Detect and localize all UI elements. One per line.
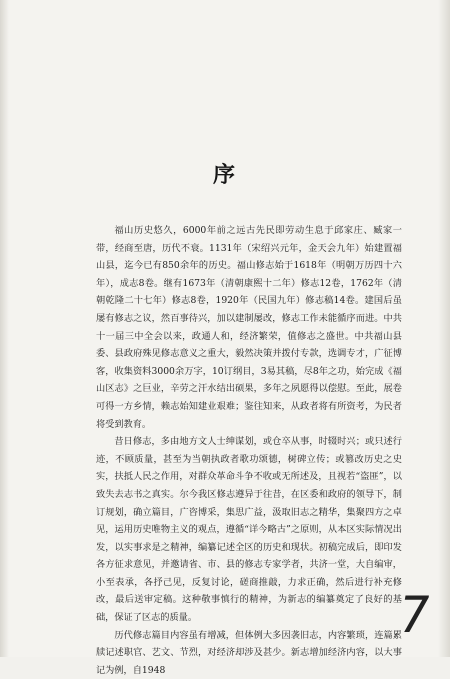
scan-shadow-left — [0, 0, 9, 657]
scan-shadow-right — [438, 0, 450, 657]
preface-body — [96, 222, 402, 679]
paragraph-3: 历代修志篇目内容虽有增减，但体例大多因袭旧志，内容繁琐，连篇累牍记述职官、艺文、节烈，对经济却涉及甚少。新志增加经济内容，以大事记为例，自1948 — [96, 629, 402, 676]
paragraph-2: 昔日修志，多由地方文人士绅谋划，或仓卒从事，时辍时兴；或只述行迹，不顾质量，甚至为当朝执政者歌功颂德，树碑立传；或篡改历史之史实，扶抵人民之作用，对群众革命斗争不收或无所述及，且视若“盗匪”，以致失去志书之真实。尔今我区修志遵异于往昔，在区委和政府的领导下，制订规划，确立篇目，广咨博采，集思广益，汲取旧志之精华，集聚四方之卓见，运用历史唯物主义的观点，遵循“详今略古”之原则，从本区实际情况出发，以实事求是之精神，编纂记述全区的历史和现状。初稿完成后，即印发各方征求意见，并邀请省、市、县的修志专家学者，共济一堂，大自编审，小至表承，各抒己见，反复讨论，磋商推敲，力求正确，然后进行补充修改，最后送审定稿。这种敬事慎行的精神，为新志的编纂奠定了良好的基础，保证了区志的质量。 — [96, 436, 402, 624]
page-title: 序 — [212, 162, 237, 188]
paragraph-1: 福山历史悠久，6000年前之远古先民即劳动生息于邱家庄、臧家一带，经商至唐，历代不衰。1131年（宋绍兴元年，金天会九年）始建置福山县，迄今已有850余年的历史。福山修志始于1618年（明朝万历四十六年），成志8卷。继有1673年（清朝康熙十二年）修志12卷，1762年（清朝乾隆二十七年）修志8卷，1920年（民国九年）修志稿14卷。建国后虽屡有修志之议，然百事待兴，加以建制屡改，修志工作未能循序而进。中共十一届三中全会以来，政通人和，经济繁荣，值修志之盛世。中共福山县委、县政府殊见修志意义之重大，毅然决策并拨付专款，选调专才，广征博客，收集资料3000余万字，10订纲目，3易其稿，尽8年之功，始完成《福山区志》之巨业，辛劳之汗水结出硕果，多年之夙愿得以偿慰。至此，展卷可得一方乡情，赖志始知建业艰难；鉴往知来，从政者将有所资考，为民者将受到教育。 — [96, 225, 402, 430]
handwritten-page-number: 7 — [392, 586, 435, 644]
